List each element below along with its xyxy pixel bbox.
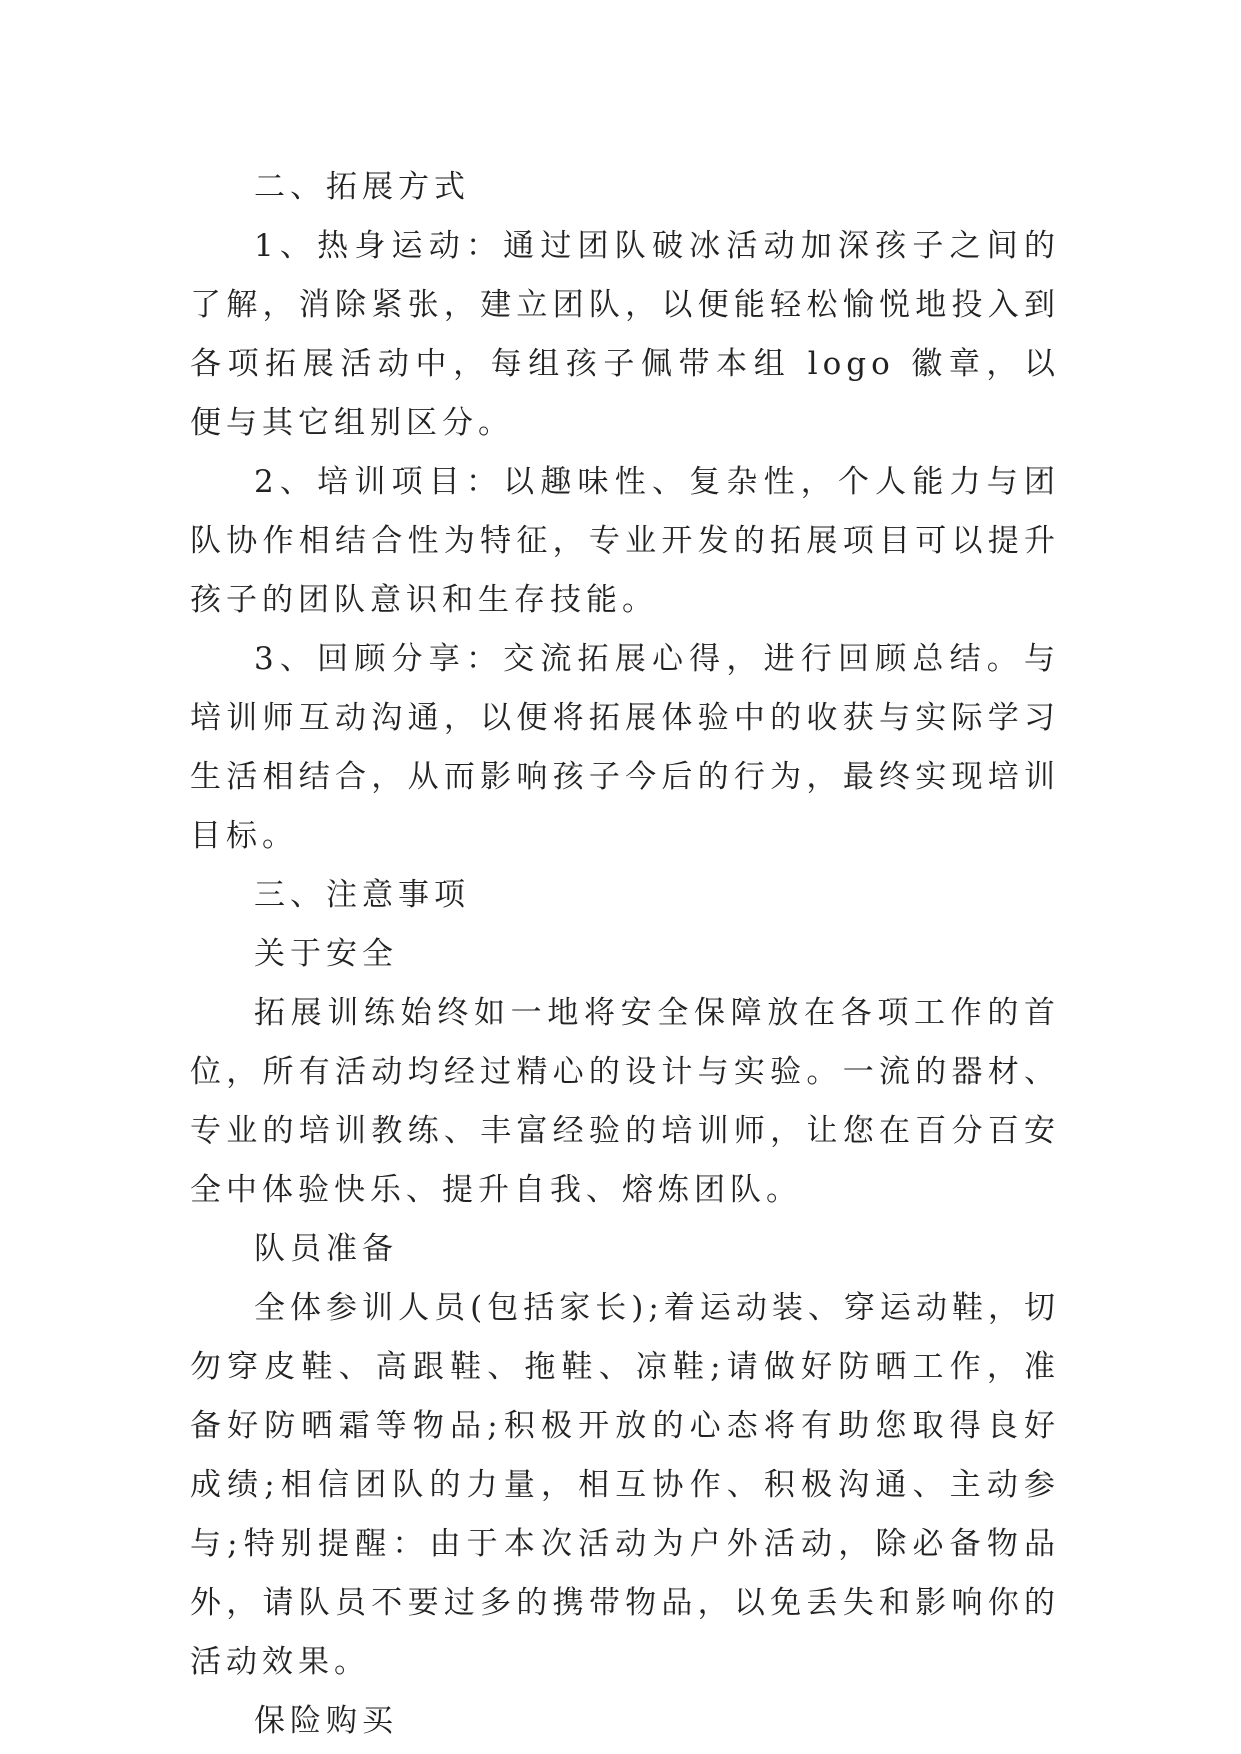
subheading-member-preparation: 队员准备 xyxy=(254,1231,398,1267)
paragraph-member-preparation: 全体参训人员(包括家长);着运动装、穿运动鞋，切勿穿皮鞋、高跟鞋、拖鞋、凉鞋;请做好防晒工作，准备好防晒霜等物品;积极开放的心态将有助您取得良好成绩;相信团队的力量，相互协作、积极沟通、主动参与;特别提醒：由于本次活动为户外活动，除必备物品外，请队员不要过多的携带物品，以免丢失和影响你的活动效果。 xyxy=(190,1290,1060,1680)
subheading-insurance: 保险购买 xyxy=(254,1703,398,1739)
section-heading-notes: 三、注意事项 xyxy=(254,877,470,913)
section-heading-expansion-methods: 二、拓展方式 xyxy=(254,169,470,205)
paragraph-training-projects: 2、培训项目：以趣味性、复杂性，个人能力与团队协作相结合性为特征，专业开发的拓展项目可以提升孩子的团队意识和生存技能。 xyxy=(190,464,1060,618)
paragraph-safety: 拓展训练始终如一地将安全保障放在各项工作的首位，所有活动均经过精心的设计与实验。一流的器材、专业的培训教练、丰富经验的培训师，让您在百分百安全中体验快乐、提升自我、熔炼团队。 xyxy=(190,995,1060,1208)
paragraph-review-sharing: 3、回顾分享：交流拓展心得，进行回顾总结。与培训师互动沟通，以便将拓展体验中的收获与实际学习生活相结合，从而影响孩子今后的行为，最终实现培训目标。 xyxy=(190,641,1060,854)
subheading-safety: 关于安全 xyxy=(254,936,398,972)
document-body xyxy=(190,158,1060,1751)
paragraph-warmup: 1、热身运动：通过团队破冰活动加深孩子之间的了解，消除紧张，建立团队，以便能轻松愉悦地投入到各项拓展活动中，每组孩子佩带本组 logo 徽章，以便与其它组别区分。 xyxy=(190,228,1060,441)
